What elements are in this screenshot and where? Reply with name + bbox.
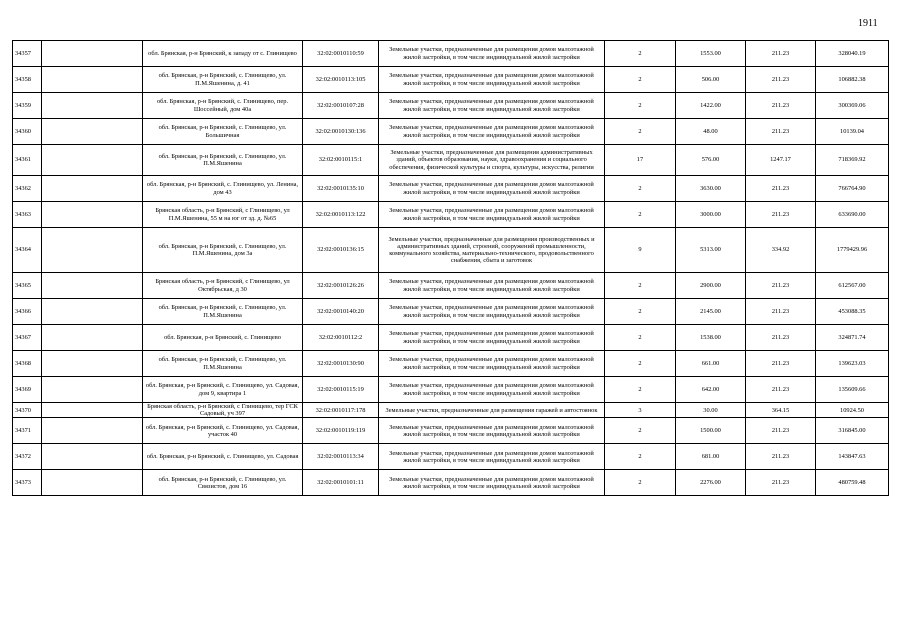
address-cell: обл. Брянская, р-н Брянский, с. Глинищево	[143, 325, 303, 351]
group-cell: 2	[605, 299, 676, 325]
area-cell: 1500.00	[676, 418, 746, 444]
unit-value-cell: 211.23	[746, 351, 816, 377]
area-cell: 2145.00	[676, 299, 746, 325]
cadastral-value-cell: 453088.35	[816, 299, 889, 325]
area-cell: 5313.00	[676, 228, 746, 273]
area-cell: 681.00	[676, 444, 746, 470]
cadastral-value-cell: 766764.90	[816, 176, 889, 202]
table-row	[13, 41, 889, 67]
empty-cell	[42, 119, 143, 145]
group-cell: 2	[605, 325, 676, 351]
table-row	[13, 273, 889, 299]
address-cell: обл. Брянская, р-н Брянский, с. Глинищево, ул. П.М.Яшенина	[143, 145, 303, 176]
cadastral-value-cell: 300369.06	[816, 93, 889, 119]
unit-value-cell: 211.23	[746, 119, 816, 145]
area-cell: 3630.00	[676, 176, 746, 202]
table-row	[13, 299, 889, 325]
cadastral-value-cell: 328040.19	[816, 41, 889, 67]
cadastral-number-cell: 32:02:0010126:26	[303, 273, 379, 299]
unit-value-cell: 211.23	[746, 41, 816, 67]
address-cell: Брянская область, р-н Брянский, с Глинищево, ул П.М.Яшенина, 55 м на юг от зд. д. №65	[143, 202, 303, 228]
empty-cell	[42, 145, 143, 176]
table-row	[13, 351, 889, 377]
address-cell: обл. Брянская, р-н Брянский, к западу от с. Глинищево	[143, 41, 303, 67]
cadastral-number-cell: 32:02:0010117:178	[303, 403, 379, 418]
address-cell: Брянская область, р-н Брянский, с Глинищево, ул Октябрьская, д 30	[143, 273, 303, 299]
land-use-cell: Земельные участки, предназначенные для размещения домов малоэтажной жилой застройки, в том числе индивидуальной жилой застройки	[379, 202, 605, 228]
table-row	[13, 176, 889, 202]
group-cell: 2	[605, 418, 676, 444]
table-row	[13, 418, 889, 444]
group-cell: 2	[605, 444, 676, 470]
land-use-cell: Земельные участки, предназначенные для размещения гаражей и автостоянок	[379, 403, 605, 418]
address-cell: обл. Брянская, р-н Брянский, с. Глинищево, ул. Садовая, дом 9, квартира 1	[143, 377, 303, 403]
area-cell: 506.00	[676, 67, 746, 93]
cadastral-number-cell: 32:02:0010110:59	[303, 41, 379, 67]
cadastral-number-cell: 32:02:0010107:28	[303, 93, 379, 119]
unit-value-cell: 211.23	[746, 299, 816, 325]
cadastral-number-cell: 32:02:0010101:11	[303, 470, 379, 496]
group-cell: 2	[605, 119, 676, 145]
row-number: 34359	[13, 93, 42, 119]
land-use-cell: Земельные участки, предназначенные для размещения домов малоэтажной жилой застройки, в том числе индивидуальной жилой застройки	[379, 299, 605, 325]
cadastral-value-cell: 316845.00	[816, 418, 889, 444]
address-cell: Брянская область, р-н Брянский, с Глинищево, тер ГСК Садовый, уч 397	[143, 403, 303, 418]
area-cell: 2276.00	[676, 470, 746, 496]
address-cell: обл. Брянская, р-н Брянский, с. Глинищево, ул. П.М.Яшенина, дом 3а	[143, 228, 303, 273]
group-cell: 2	[605, 176, 676, 202]
cadastral-number-cell: 32:02:0010130:136	[303, 119, 379, 145]
address-cell: обл. Брянская, р-н Брянский, с. Глинищево, ул. Ленина, дом 43	[143, 176, 303, 202]
cadastral-value-cell: 106882.38	[816, 67, 889, 93]
table-row	[13, 119, 889, 145]
group-cell: 2	[605, 377, 676, 403]
cadastral-number-cell: 32:02:0010119:119	[303, 418, 379, 444]
table-row	[13, 470, 889, 496]
unit-value-cell: 211.23	[746, 444, 816, 470]
empty-cell	[42, 228, 143, 273]
empty-cell	[42, 325, 143, 351]
row-number: 34362	[13, 176, 42, 202]
group-cell: 3	[605, 403, 676, 418]
cadastral-value-cell: 143847.63	[816, 444, 889, 470]
table-row	[13, 444, 889, 470]
table-body	[13, 41, 889, 496]
cadastral-number-cell: 32:02:0010140:20	[303, 299, 379, 325]
cadastral-value-cell: 135609.66	[816, 377, 889, 403]
cadastral-value-cell: 718369.92	[816, 145, 889, 176]
empty-cell	[42, 351, 143, 377]
unit-value-cell: 211.23	[746, 418, 816, 444]
area-cell: 3000.00	[676, 202, 746, 228]
row-number: 34372	[13, 444, 42, 470]
group-cell: 2	[605, 351, 676, 377]
address-cell: обл. Брянская, р-н Брянский, с. Глинищево, ул. Большичная	[143, 119, 303, 145]
unit-value-cell: 364.15	[746, 403, 816, 418]
address-cell: обл. Брянская, р-н Брянский, с. Глинищево, ул. Садовая	[143, 444, 303, 470]
area-cell: 48.00	[676, 119, 746, 145]
group-cell: 2	[605, 273, 676, 299]
unit-value-cell: 211.23	[746, 273, 816, 299]
empty-cell	[42, 202, 143, 228]
unit-value-cell: 211.23	[746, 176, 816, 202]
land-use-cell: Земельные участки, предназначенные для размещения домов малоэтажной жилой застройки, в том числе индивидуальной жилой застройки	[379, 176, 605, 202]
table-row	[13, 325, 889, 351]
land-use-cell: Земельные участки, предназначенные для размещения административных зданий, объектов образования, науки, здравоохранения и социального обеспечения, физической культуры и спорта, культуры, искусства, религии	[379, 145, 605, 176]
row-number: 34373	[13, 470, 42, 496]
row-number: 34367	[13, 325, 42, 351]
cadastral-value-cell: 10139.04	[816, 119, 889, 145]
cadastral-value-cell: 324871.74	[816, 325, 889, 351]
address-cell: обл. Брянская, р-н Брянский, с. Глинищево, пер. Шоссейный, дом 40а	[143, 93, 303, 119]
unit-value-cell: 211.23	[746, 202, 816, 228]
cadastral-number-cell: 32:02:0010112:2	[303, 325, 379, 351]
row-number: 34366	[13, 299, 42, 325]
empty-cell	[42, 93, 143, 119]
table-row	[13, 145, 889, 176]
empty-cell	[42, 299, 143, 325]
cadastral-number-cell: 32:02:0010136:15	[303, 228, 379, 273]
group-cell: 2	[605, 470, 676, 496]
empty-cell	[42, 418, 143, 444]
area-cell: 642.00	[676, 377, 746, 403]
table-row	[13, 202, 889, 228]
land-use-cell: Земельные участки, предназначенные для размещения домов малоэтажной жилой застройки, в том числе индивидуальной жилой застройки	[379, 67, 605, 93]
cadastral-number-cell: 32:02:0010130:90	[303, 351, 379, 377]
land-use-cell: Земельные участки, предназначенные для размещения домов малоэтажной жилой застройки, в том числе индивидуальной жилой застройки	[379, 470, 605, 496]
land-use-cell: Земельные участки, предназначенные для размещения домов малоэтажной жилой застройки, в том числе индивидуальной жилой застройки	[379, 351, 605, 377]
empty-cell	[42, 377, 143, 403]
empty-cell	[42, 41, 143, 67]
area-cell: 2900.00	[676, 273, 746, 299]
land-use-cell: Земельные участки, предназначенные для размещения домов малоэтажной жилой застройки, в том числе индивидуальной жилой застройки	[379, 325, 605, 351]
cadastral-value-table	[12, 40, 889, 496]
address-cell: обл. Брянская, р-н Брянский, с. Глинищево, ул. Садовая, участок 40	[143, 418, 303, 444]
table-row	[13, 228, 889, 273]
land-use-cell: Земельные участки, предназначенные для размещения производственных и административных зданий, строений, сооружений промышленности, коммунального хозяйства, материально-технического, продовольственного снабжения, сбыта и заготовок	[379, 228, 605, 273]
row-number: 34363	[13, 202, 42, 228]
page-number: 1911	[858, 18, 878, 29]
row-number: 34368	[13, 351, 42, 377]
cadastral-number-cell: 32:02:0010115:1	[303, 145, 379, 176]
table-row	[13, 67, 889, 93]
land-use-cell: Земельные участки, предназначенные для размещения домов малоэтажной жилой застройки, в том числе индивидуальной жилой застройки	[379, 41, 605, 67]
empty-cell	[42, 273, 143, 299]
cadastral-value-cell: 633690.00	[816, 202, 889, 228]
row-number: 34360	[13, 119, 42, 145]
table-row	[13, 377, 889, 403]
group-cell: 2	[605, 41, 676, 67]
empty-cell	[42, 67, 143, 93]
row-number: 34358	[13, 67, 42, 93]
row-number: 34371	[13, 418, 42, 444]
cadastral-number-cell: 32:02:0010113:122	[303, 202, 379, 228]
land-use-cell: Земельные участки, предназначенные для размещения домов малоэтажной жилой застройки, в том числе индивидуальной жилой застройки	[379, 119, 605, 145]
row-number: 34361	[13, 145, 42, 176]
land-use-cell: Земельные участки, предназначенные для размещения домов малоэтажной жилой застройки, в том числе индивидуальной жилой застройки	[379, 418, 605, 444]
area-cell: 1538.00	[676, 325, 746, 351]
address-cell: обл. Брянская, р-н Брянский, с. Глинищево, ул. П.М.Яшенина	[143, 299, 303, 325]
row-number: 34357	[13, 41, 42, 67]
address-cell: обл. Брянская, р-н Брянский, с. Глинищево, ул. Связистов, дом 16	[143, 470, 303, 496]
row-number: 34370	[13, 403, 42, 418]
cadastral-value-cell: 10924.50	[816, 403, 889, 418]
unit-value-cell: 211.23	[746, 325, 816, 351]
row-number: 34365	[13, 273, 42, 299]
unit-value-cell: 1247.17	[746, 145, 816, 176]
land-use-cell: Земельные участки, предназначенные для размещения домов малоэтажной жилой застройки, в том числе индивидуальной жилой застройки	[379, 93, 605, 119]
land-use-cell: Земельные участки, предназначенные для размещения домов малоэтажной жилой застройки, в том числе индивидуальной жилой застройки	[379, 377, 605, 403]
table-row	[13, 93, 889, 119]
area-cell: 576.00	[676, 145, 746, 176]
cadastral-number-cell: 32:02:0010113:105	[303, 67, 379, 93]
empty-cell	[42, 470, 143, 496]
empty-cell	[42, 403, 143, 418]
area-cell: 1553.00	[676, 41, 746, 67]
unit-value-cell: 211.23	[746, 470, 816, 496]
cadastral-number-cell: 32:02:0010115:19	[303, 377, 379, 403]
address-cell: обл. Брянская, р-н Брянский, с. Глинищево, ул. П.М.Яшенина	[143, 351, 303, 377]
cadastral-value-cell: 139623.03	[816, 351, 889, 377]
cadastral-number-cell: 32:02:0010135:10	[303, 176, 379, 202]
cadastral-value-cell: 612567.00	[816, 273, 889, 299]
group-cell: 9	[605, 228, 676, 273]
cadastral-number-cell: 32:02:0010113:34	[303, 444, 379, 470]
group-cell: 17	[605, 145, 676, 176]
area-cell: 30.00	[676, 403, 746, 418]
unit-value-cell: 211.23	[746, 67, 816, 93]
unit-value-cell: 211.23	[746, 93, 816, 119]
area-cell: 661.00	[676, 351, 746, 377]
land-use-cell: Земельные участки, предназначенные для размещения домов малоэтажной жилой застройки, в том числе индивидуальной жилой застройки	[379, 444, 605, 470]
unit-value-cell: 211.23	[746, 377, 816, 403]
row-number: 34364	[13, 228, 42, 273]
cadastral-value-cell: 480759.48	[816, 470, 889, 496]
unit-value-cell: 334.92	[746, 228, 816, 273]
land-use-cell: Земельные участки, предназначенные для размещения домов малоэтажной жилой застройки, в том числе индивидуальной жилой застройки	[379, 273, 605, 299]
group-cell: 2	[605, 202, 676, 228]
group-cell: 2	[605, 67, 676, 93]
address-cell: обл. Брянская, р-н Брянский, с. Глинищево, ул. П.М.Яшенина, д. 41	[143, 67, 303, 93]
table-row	[13, 403, 889, 418]
row-number: 34369	[13, 377, 42, 403]
cadastral-value-cell: 1779429.96	[816, 228, 889, 273]
empty-cell	[42, 444, 143, 470]
group-cell: 2	[605, 93, 676, 119]
area-cell: 1422.00	[676, 93, 746, 119]
empty-cell	[42, 176, 143, 202]
